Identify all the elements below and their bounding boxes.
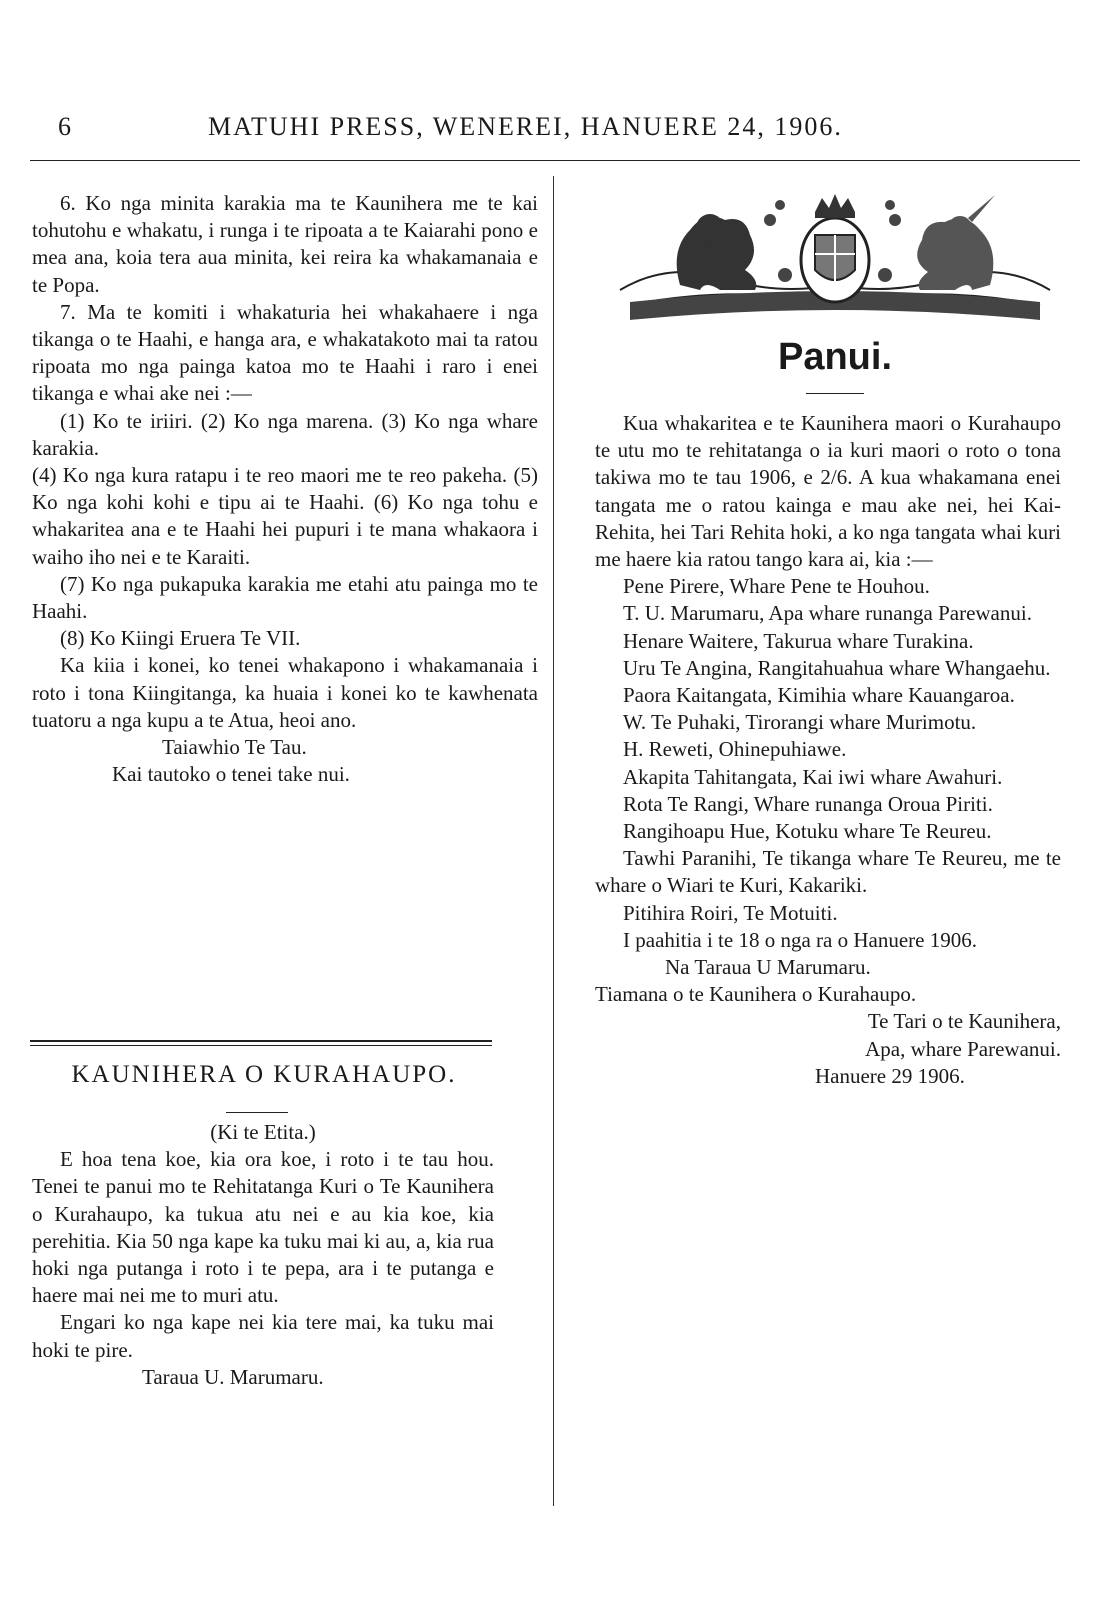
registrar-entry: Pitihira Roiri, Te Motuiti. (623, 900, 838, 925)
letter-body (32, 1117, 494, 1391)
registrar-entry: Pene Pirere, Whare Pene te Houhou. (623, 574, 930, 599)
registrar-entry: Tawhi Paranihi, Te tikanga whare Te Reureu, me te whare o Wiari te Kuri, Kakariki. (595, 846, 1061, 898)
notice-secretary: Te Tari o te Kaunihera, (867, 1009, 1061, 1034)
article-paragraph: (1) Ko te iriiri. (2) Ko nga marena. (3) Ko nga whare karakia. (32, 408, 538, 460)
column-divider (553, 176, 554, 1506)
registrar-entry: Akapita Tahitangata, Kai iwi whare Awahuri. (623, 764, 1003, 789)
article-paragraph: (4) Ko nga kura ratapu i te reo maori me te reo pakeha. (5) Ko nga kohi kohi e tipu ai te Haahi. (6) Ko nga tohu e whakaritea ana e te Haahi hei pupuri i te mana whakaora i waiho iho nei e te Karaiti. (32, 463, 538, 569)
page-number: 6 (58, 112, 72, 141)
left-column (32, 190, 538, 788)
registrar-entry: H. Reweti, Ohinepuhiawe. (623, 737, 847, 762)
letter-signature: Taraua U. Marumaru. (142, 1364, 324, 1389)
registrar-entry: Rangihoapu Hue, Kotuku whare Te Reureu. (623, 819, 992, 844)
letter-subheading: (Ki te Etita.) (210, 1120, 316, 1144)
section-rule (30, 1045, 492, 1046)
article-paragraph: (8) Ko Kiingi Eruera Te VII. (60, 626, 301, 651)
notice-signed: Na Taraua U Marumaru. (665, 955, 871, 980)
registrar-entry: Henare Waitere, Takurua whare Turakina. (623, 628, 974, 653)
notice-date: Hanuere 29 1906. (815, 1063, 965, 1088)
article-paragraph: (7) Ko nga pukapuka karakia me etahi atu painga mo te Haahi. (32, 571, 538, 624)
article-paragraph: Ka kiia i konei, ko tenei whakapono i whakamanaia i roto i tona Kiingitanga, ka huaia i konei ko te kawhenata tuatoru a nga kupu a te Atua, heoi ano. (32, 653, 538, 732)
letter-paragraph: Engari ko nga kape nei kia tere mai, ka tuku mai hoki te pire. (32, 1310, 494, 1362)
notice-chairman: Tiamana o te Kaunihera o Kurahaupo. (595, 982, 917, 1007)
short-rule (806, 393, 864, 394)
page-header (58, 112, 1058, 152)
royal-coat-of-arms-icon (610, 190, 1060, 340)
registrar-entry: T. U. Marumaru, Apa whare runanga Parewanui. (623, 601, 1032, 626)
article-signature-note: Kai tautoko o tenei take nui. (112, 762, 350, 787)
article-signature: Taiawhio Te Tau. (162, 735, 307, 760)
letter-paragraph: E hoa tena koe, kia ora koe, i roto i te tau hou. Tenei te panui mo te Rehitatanga Kuri o Te Kaunihera o Kurahaupo, ka tukua atu nei e au kia koe, kia perehitia. Kia 50 nga kape ka tuku mai ki au, a, kia rua hoki nga putanga i roto i te pepa, ara i te putanga e haere mai nei me to muri atu. (32, 1147, 494, 1308)
notice-published: I paahitia i te 18 o nga ra o Hanuere 1906. (623, 927, 977, 952)
notice-address: Apa, whare Parewanui. (865, 1036, 1061, 1061)
section-rule (30, 1040, 492, 1042)
registrar-entry: Paora Kaitangata, Kimihia whare Kauangaroa. (623, 683, 1015, 708)
short-rule (226, 1112, 288, 1113)
notice-heading: Panui. (777, 336, 893, 378)
section-heading: KAUNIHERA O KURAHAUPO. (71, 1061, 457, 1088)
header-rule (30, 160, 1080, 161)
registrar-entry: Uru Te Angina, Rangitahuahua whare Whangaehu. (623, 655, 1051, 680)
article-paragraph: 6. Ko nga minita karakia ma te Kaunihera me te kai tohutohu e whakatu, i runga i te ripoata a te Kaiarahi pono e mea ana, koia tera aua minita, kei reira ka whakamanaia e te Popa. (32, 191, 538, 297)
right-column (595, 410, 1061, 1090)
registrar-entry: Rota Te Rangi, Whare runanga Oroua Piriti. (623, 791, 993, 816)
notice-intro: Kua whakaritea e te Kaunihera maori o Kurahaupo te utu mo te rehitatanga o ia kuri maori o roto o tona takiwa mo te tau 1906, e 2/6. A kua whakamana enei tangata me o ratou kainga e mau ake nei, hei Kai-Rehita, hei Tari Rehita hoki, a ko nga tangata whai kuri me haere kia ratou tango kara ai, kia :— (595, 411, 1061, 572)
article-paragraph: 7. Ma te komiti i whakaturia hei whakahaere i nga tikanga o te Haahi, e hanga ara, e whakatakoto mai ta ratou ripoata mo nga painga katoa mo te Haahi i raro i enei tikanga e whai ake nei :— (32, 299, 538, 406)
registrar-entry: W. Te Puhaki, Tirorangi whare Murimotu. (623, 710, 977, 735)
masthead-title: MATUHI PRESS, WENEREI, HANUERE 24, 1906. (208, 112, 843, 141)
